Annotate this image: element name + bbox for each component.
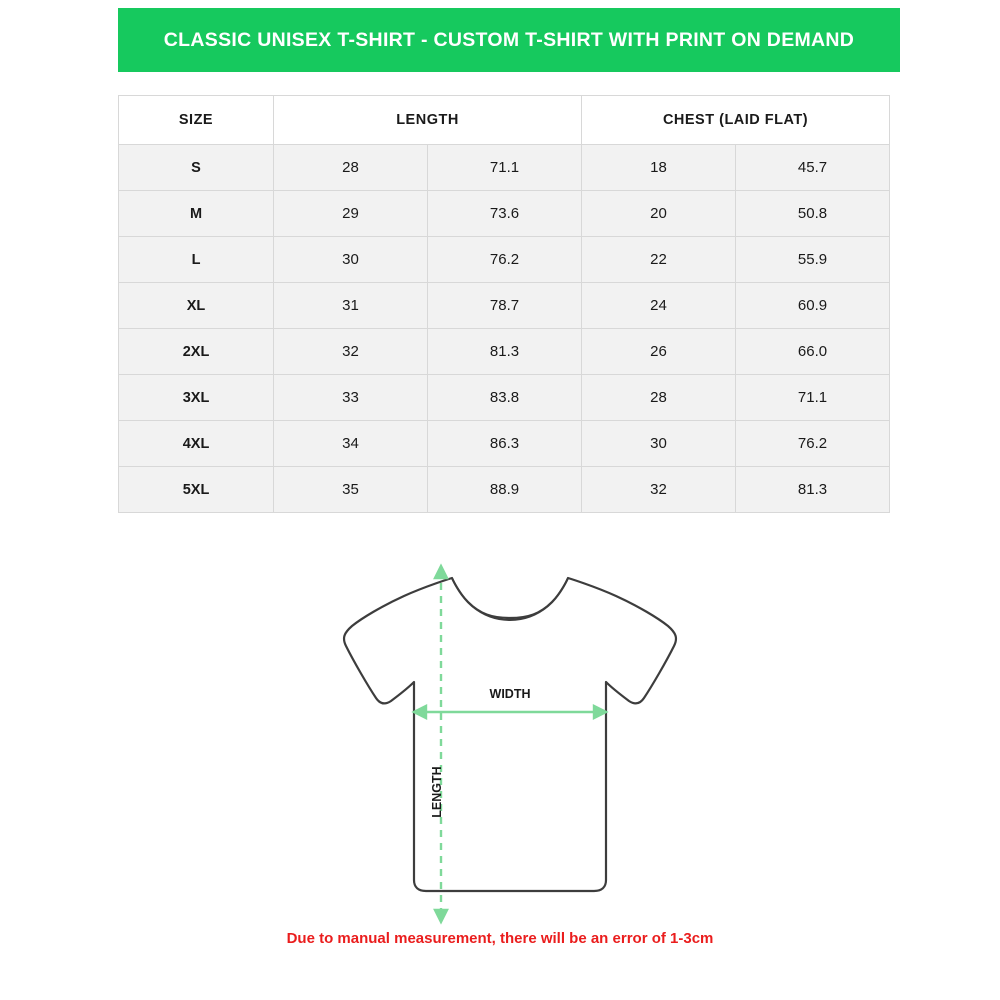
cell-size: 5XL [119, 467, 274, 513]
tshirt-outline-icon [344, 578, 676, 891]
cell-length-cm: 88.9 [428, 467, 582, 513]
width-label: WIDTH [489, 687, 531, 701]
cell-chest-in: 26 [582, 329, 736, 375]
cell-length-cm: 78.7 [428, 283, 582, 329]
cell-chest-cm: 81.3 [736, 467, 890, 513]
cell-length-in: 32 [274, 329, 428, 375]
cell-chest-cm: 66.0 [736, 329, 890, 375]
table-body [119, 145, 890, 513]
table-row [119, 237, 890, 283]
cell-chest-in: 30 [582, 421, 736, 467]
cell-length-cm: 81.3 [428, 329, 582, 375]
cell-chest-cm: 76.2 [736, 421, 890, 467]
measurement-disclaimer: Due to manual measurement, there will be an error of 1-3cm [286, 930, 714, 947]
table-row [119, 467, 890, 513]
cell-size: L [119, 237, 274, 283]
table-row [119, 191, 890, 237]
cell-length-in: 29 [274, 191, 428, 237]
column-header-length: LENGTH [274, 96, 582, 145]
cell-size: 2XL [119, 329, 274, 375]
cell-length-in: 30 [274, 237, 428, 283]
cell-length-in: 35 [274, 467, 428, 513]
cell-chest-in: 28 [582, 375, 736, 421]
column-header-chest: CHEST (LAID FLAT) [582, 96, 890, 145]
cell-size: M [119, 191, 274, 237]
cell-chest-in: 22 [582, 237, 736, 283]
cell-length-in: 31 [274, 283, 428, 329]
cell-size: 3XL [119, 375, 274, 421]
cell-size: 4XL [119, 421, 274, 467]
cell-length-cm: 76.2 [428, 237, 582, 283]
cell-length-in: 34 [274, 421, 428, 467]
column-header-size: SIZE [119, 96, 274, 145]
cell-chest-in: 32 [582, 467, 736, 513]
cell-chest-cm: 71.1 [736, 375, 890, 421]
cell-chest-cm: 50.8 [736, 191, 890, 237]
cell-chest-cm: 55.9 [736, 237, 890, 283]
table-header [119, 96, 890, 145]
cell-length-cm: 71.1 [428, 145, 582, 191]
tshirt-diagram [300, 530, 720, 930]
table-row [119, 375, 890, 421]
table-row [119, 329, 890, 375]
cell-chest-in: 24 [582, 283, 736, 329]
cell-chest-in: 18 [582, 145, 736, 191]
header-banner [118, 8, 900, 72]
size-chart-table [118, 95, 890, 513]
cell-chest-cm: 45.7 [736, 145, 890, 191]
cell-size: XL [119, 283, 274, 329]
cell-length-in: 28 [274, 145, 428, 191]
cell-length-cm: 83.8 [428, 375, 582, 421]
cell-length-cm: 86.3 [428, 421, 582, 467]
cell-length-cm: 73.6 [428, 191, 582, 237]
cell-length-in: 33 [274, 375, 428, 421]
table-row [119, 145, 890, 191]
length-label: LENGTH [430, 766, 444, 818]
cell-chest-cm: 60.9 [736, 283, 890, 329]
table-row [119, 421, 890, 467]
table-row [119, 283, 890, 329]
cell-chest-in: 20 [582, 191, 736, 237]
cell-size: S [119, 145, 274, 191]
page-title: CLASSIC UNISEX T-SHIRT - CUSTOM T-SHIRT WITH PRINT ON DEMAND [163, 28, 855, 51]
table-header-row [119, 96, 890, 145]
